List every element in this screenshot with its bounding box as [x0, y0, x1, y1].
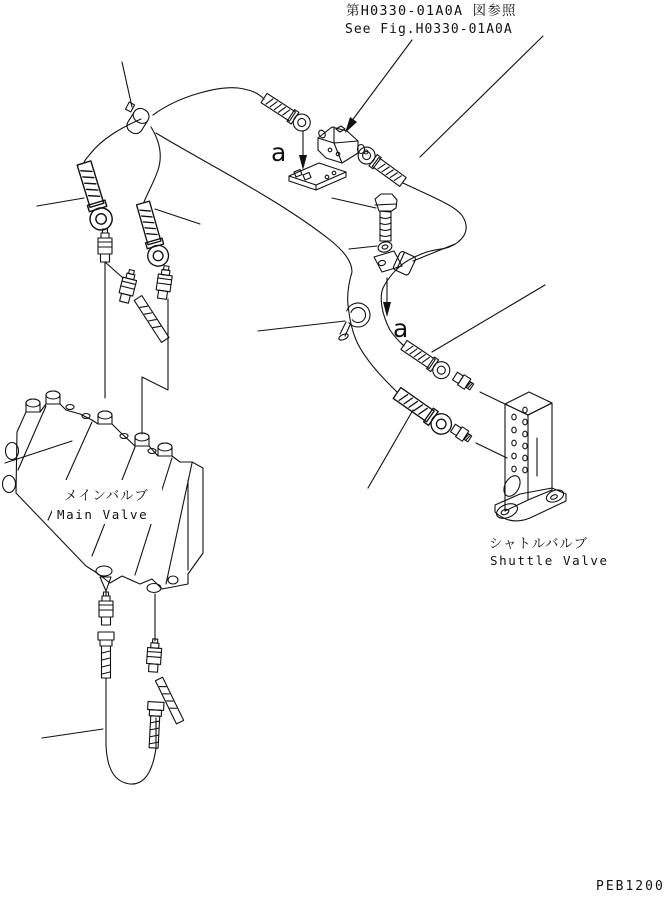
hose-end-pilot-right [355, 144, 408, 189]
pilot-valve [317, 126, 368, 163]
shuttle-valve [489, 392, 609, 568]
drawing-number: PEB1200 [596, 879, 665, 894]
coupling-left-3 [117, 268, 169, 342]
hose-clamp-mid [374, 251, 416, 276]
shuttle-valve-label-ja: シャトルバルブ [489, 536, 588, 552]
main-valve [3, 391, 204, 593]
hex-bolt [375, 194, 397, 241]
hose-clamp-top [124, 102, 151, 136]
detail-a2-text: a [393, 314, 409, 343]
shuttle-valve-label-en: Shuttle Valve [490, 553, 609, 568]
coupling-left-2 [155, 265, 173, 300]
reference-note-en: See Fig.H0330-01A0A [345, 22, 513, 37]
detail-a1-text: a [271, 138, 287, 167]
hose-end-left-2 [133, 200, 171, 268]
mounting-plate [289, 163, 346, 190]
hose-end-left-1 [73, 160, 114, 233]
bottom-piping [98, 592, 184, 748]
detail-label-a-2 [383, 278, 408, 343]
hose-routing [84, 88, 466, 784]
reference-note [345, 3, 517, 37]
elbow-fitting-lower [450, 423, 473, 444]
detail-label-a-1 [271, 131, 307, 170]
hose-end-pilot-left [259, 91, 313, 134]
shuttle-ports [512, 407, 527, 473]
reference-arrow [345, 40, 412, 133]
elbow-fitting-upper [452, 371, 475, 392]
main-valve-label-en: Main Valve [57, 507, 149, 522]
main-valve-label-ja: メインバルブ [64, 488, 149, 504]
coupling-left-1 [98, 229, 112, 262]
reference-note-ja: 第H0330-01A0A 図参照 [346, 3, 517, 19]
